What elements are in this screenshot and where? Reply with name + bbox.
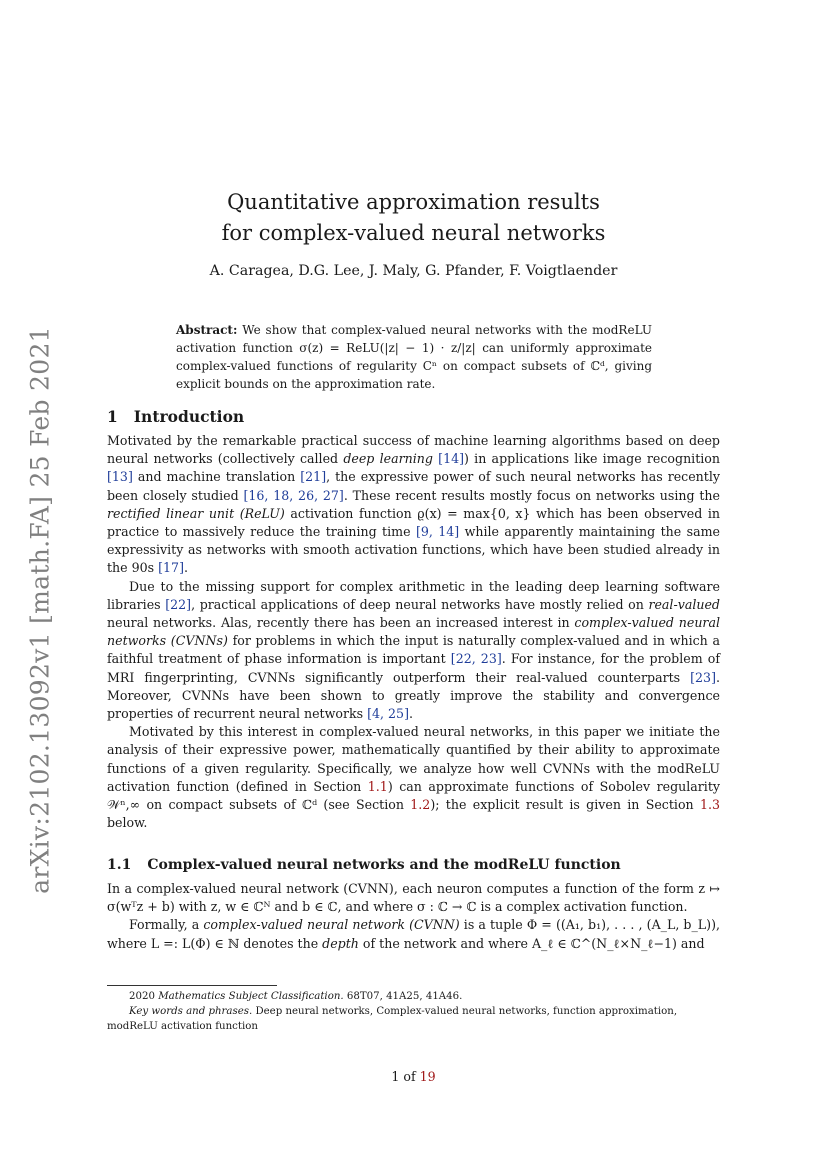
intro-paragraph-1: Motivated by the remarkable practical success of machine learning algorithms based on deep neural networks (collectively called deep learning [14]) in applications like image recognition [13] and machine translation [21], the expressive power of such neural networks has recently been closely studied [16, 18, 26, 27]. These recent results mostly focus on networks using the rectified linear unit (ReLU) activation function ϱ(x) = max{0, x} which has been observed in practice to massively reduce the training time [9, 14] while apparently maintaining the same expressivity as networks with smooth activation functions, which have been studied already in the 90s [17]. [107,433,720,576]
citation-link[interactable]: [9, 14] [415,524,460,540]
citation-link[interactable]: [14] [438,451,465,467]
citation-link[interactable]: [22, 23] [450,651,502,667]
section-link[interactable]: 1.2 [410,797,431,813]
author-list: A. Caragea, D.G. Lee, J. Maly, G. Pfander, F. Voigtlaender [209,263,618,279]
cvnn-paragraph-1: In a complex-valued neural network (CVNN), each neuron computes a function of the form z ↦ σ(wᵀz + b) with z, w ∈ ℂᴺ and b ∈ ℂ, and where σ : ℂ → ℂ is a complex activation function. [107,881,720,915]
section-title: Introduction [133,407,245,426]
title-line-2: for complex-valued neural networks [221,221,606,245]
section-heading-introduction [107,407,244,426]
footnotes [107,989,720,1034]
citation-link[interactable]: [21] [300,469,327,485]
subsection-number: 1.1 [107,857,132,873]
arxiv-side-banner [10,326,70,894]
citation-link[interactable]: [4, 25] [367,706,409,722]
title-line-1: Quantitative approximation results [227,190,600,214]
footnote-msc: 2020 Mathematics Subject Classification. 68T07, 41A25, 41A46. [129,991,463,1002]
abstract-label: Abstract: [176,323,238,337]
footnote-rule [107,985,277,986]
citation-link[interactable]: [13] [107,469,133,485]
page-number: 1 of 19 [391,1069,436,1084]
section-link[interactable]: 1.1 [367,778,388,794]
cvnn-paragraph-2: Formally, a complex-valued neural network (CVNN) is a tuple Φ = ((A₁, b₁), . . . , (A_L, b_L)), where L =: L(Φ) ∈ ℕ denotes the depth of the network and where A_ℓ ∈ ℂ^(N_ℓ×N_ℓ−1) and [107,917,720,951]
cvnn-body [107,880,720,953]
subsection-title: Complex-valued neural networks and the modReLU function [147,857,621,873]
citation-link[interactable]: [22] [165,596,192,612]
citation-link[interactable]: [23] [690,669,716,685]
arxiv-identifier: arXiv:2102.13092v1 [math.FA] 25 Feb 2021 [25,326,55,894]
footnote-keywords: Key words and phrases. Deep neural networks, Complex-valued neural networks, function approximation, modReLU activation function [107,1006,678,1032]
section-link[interactable]: 1.3 [699,797,720,813]
abstract-text: We show that complex-valued neural networks with the modReLU activation function σ(z) = ReLU(|z| − 1) · z/|z| can uniformly approximate complex-valued functions of regularity Cⁿ on compact subsets of ℂᵈ, giving explicit bounds on the approximation rate. [176,323,652,391]
introduction-body [107,432,720,832]
abstract [176,321,652,393]
citation-link[interactable]: [16, 18, 26, 27] [243,487,344,503]
total-pages-link[interactable]: 19 [419,1069,436,1084]
section-number: 1 [107,407,118,426]
intro-paragraph-3: Motivated by this interest in complex-valued neural networks, in this paper we initiate the analysis of their expressive power, mathematically quantified by their ability to approximate functions of a given regularity. Specifically, we analyze how well CVNNs with the modReLU activation function (defined in Section 1.1) can approximate functions of Sobolev regularity 𝒲ⁿ,∞ on compact subsets of ℂᵈ (see Section 1.2); the explicit result is given in Section 1.3 below. [107,724,720,831]
intro-paragraph-2: Due to the missing support for complex arithmetic in the leading deep learning software libraries [22], practical applications of deep neural networks have mostly relied on real-valued neural networks. Alas, recently there has been an increased interest in complex-valued neural networks (CVNNs) for problems in which the input is naturally complex-valued and in which a faithful treatment of phase information is important [22, 23]. For instance, for the problem of MRI fingerprinting, CVNNs significantly outperform their real-valued counterparts [23]. Moreover, CVNNs have been shown to greatly improve the stability and convergence properties of recurrent neural networks [4, 25]. [107,578,721,722]
citation-link[interactable]: [17] [158,560,184,576]
subsection-heading-cvnn [107,857,621,873]
paper-title [0,187,827,249]
